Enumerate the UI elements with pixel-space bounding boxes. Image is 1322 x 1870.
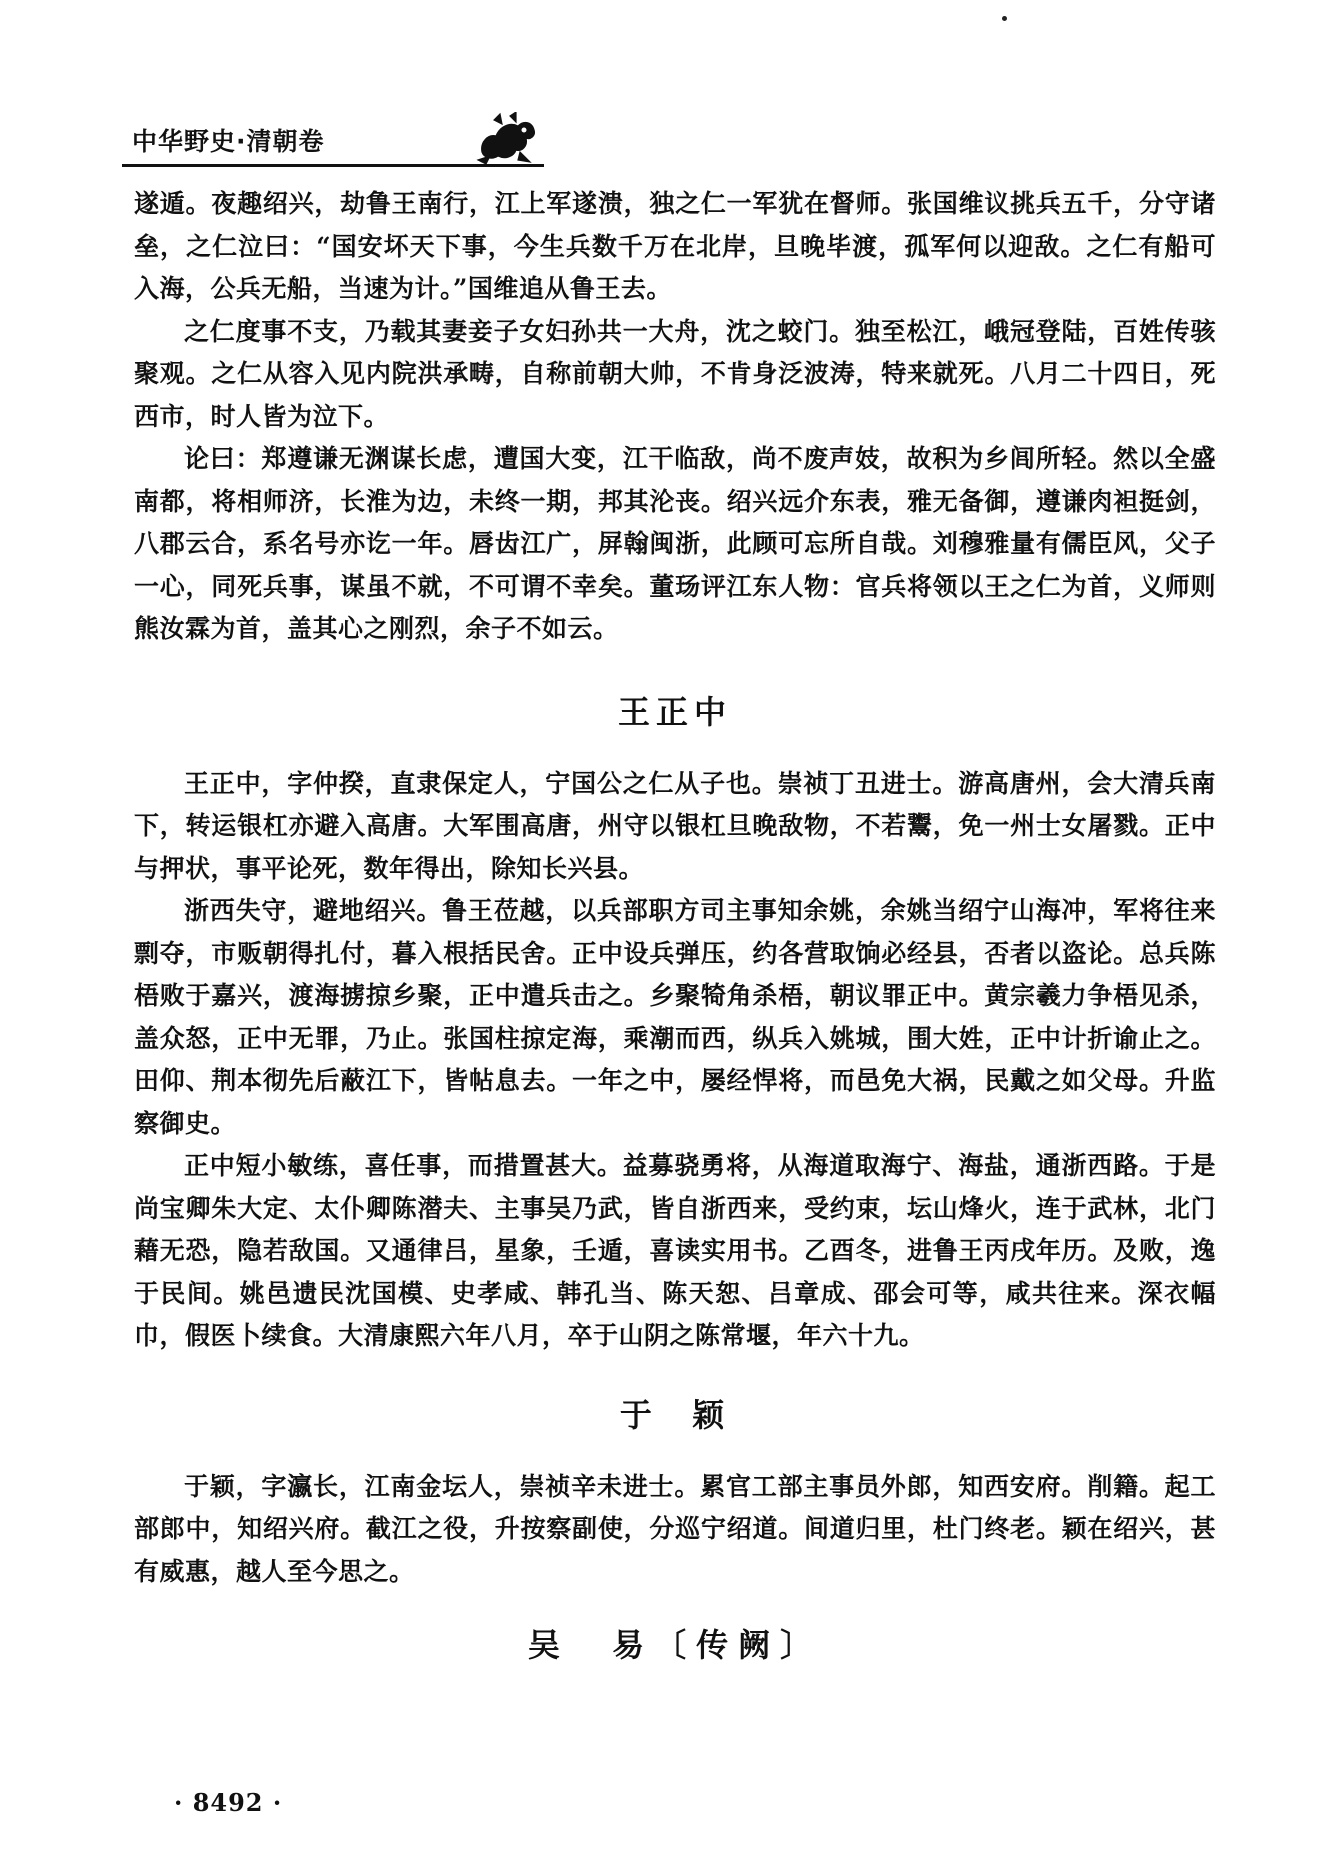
page-number: · 8492 · xyxy=(174,1788,283,1817)
section-title: 于 颖 xyxy=(619,1395,731,1434)
scan-dot xyxy=(1002,16,1007,21)
section-title: 王正中 xyxy=(617,692,732,731)
running-header xyxy=(122,112,544,172)
section-title: 吴 易〔传阙〕 xyxy=(527,1626,823,1664)
paragraph: 正中短小敏练，喜任事，而措置甚大。益募骁勇将，从海道取海宁、海盐，通浙西路。于是尚宝卿朱大定、太仆卿陈潜夫、主事吴乃武，皆自浙西来，受约束，坛山烽火，连于武林，北门藉无恐，隐若敌国。又通律吕，星象，壬遁，喜读实用书。乙酉冬，进鲁王丙戌年历。及败，逸于民间。姚邑遗民沈国模、史孝咸、韩孔当、陈天恕、吕章成、邵会可等，咸共往来。深衣幅巾，假医卜续食。大清康熙六年八月，卒于山阴之陈常堰，年六十九。 xyxy=(134,1151,1216,1350)
main-text xyxy=(134,183,1216,1675)
paragraph: 遂遁。夜趣绍兴，劫鲁王南行，江上军遂溃，独之仁一军犹在督师。张国维议挑兵五千，分守诸垒，之仁泣曰：“国安坏天下事，今生兵数千万在北岸，旦晚毕渡，孤军何以迎敌。之仁有船可入海，公兵无船，当速为计。”国维追从鲁王去。 xyxy=(134,189,1216,303)
paragraph: 论曰：郑遵谦无渊谋长虑，遭国大变，江干临敌，尚不废声妓，故积为乡闾所轻。然以全盛南都，将相师济，长淮为边，未终一期，邦其沦丧。绍兴远介东表，雅无备御，遵谦肉袒挺剑，八郡云合，系名号亦讫一年。唇齿江广，屏翰闽浙，此顾可忘所自哉。刘穆雅量有儒臣风，父子一心，同死兵事，谋虽不就，不可谓不幸矣。董玚评江东人物：官兵将领以王之仁为首，义师则熊汝霖为首，盖其心之刚烈，余子不如云。 xyxy=(134,444,1216,643)
paragraph: 王正中，字仲揆，直隶保定人，宁国公之仁从子也。崇祯丁丑进士。游高唐州，会大清兵南下，转运银杠亦避入高唐。大军围高唐，州守以银杠旦晚敌物，不若鬻，免一州士女屠戮。正中与押状，事平论死，数年得出，除知长兴县。 xyxy=(134,768,1216,883)
header-title: 中华野史·清朝卷 xyxy=(132,127,325,156)
paragraph: 于颖，字瀛长，江南金坛人，崇祯辛未进士。累官工部主事员外郎，知西安府。削籍。起工部郎中，知绍兴府。截江之役，升按察副使，分巡宁绍道。间道归里，杜门终老。颖在绍兴，甚有威惠，越人至今思之。 xyxy=(134,1471,1216,1586)
header-rule xyxy=(122,164,544,167)
paragraph: 浙西失守，避地绍兴。鲁王莅越，以兵部职方司主事知余姚，余姚当绍宁山海冲，军将往来剽夺，市贩朝得扎付，暮入根括民舍。正中设兵弹压，约各营取饷必经县，否者以盗论。总兵陈梧败于嘉兴，渡海掳掠乡聚，正中遣兵击之。乡聚犄角杀梧，朝议罪正中。黄宗羲力争梧见杀，盖众怒，正中无罪，乃止。张国柱掠定海，乘潮而西，纵兵入姚城，围大姓，正中计折谕止之。田仰、荆本彻先后蔽江下，皆帖息去。一年之中，屡经悍将，而邑免大祸，民戴之如父母。升监察御史。 xyxy=(134,896,1216,1138)
dragon-emblem-icon xyxy=(474,112,538,166)
paragraph: 之仁度事不支，乃载其妻妾子女妇孙共一大舟，沈之蛟门。独至松江，峨冠登陆，百姓传骇聚观。之仁从容入见内院洪承畴，自称前朝大帅，不肯身泛波涛，特来就死。八月二十四日，死西市，时人皆为泣下。 xyxy=(134,316,1216,431)
